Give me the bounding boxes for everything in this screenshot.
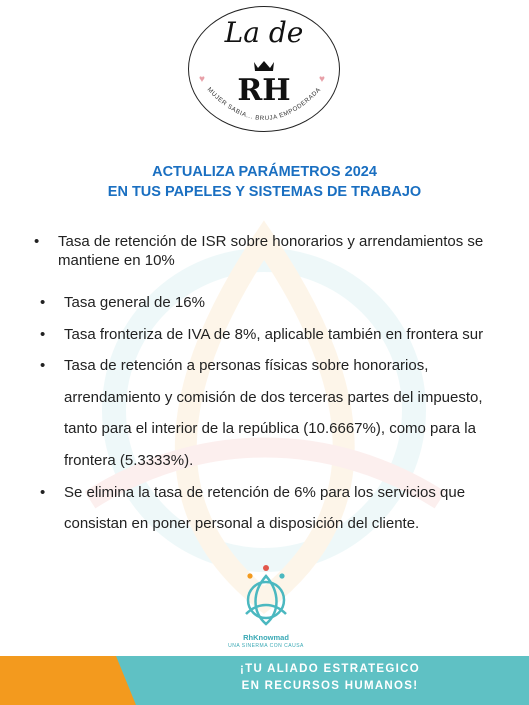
svg-text:MUJER SABIA... BRUJA EMPODERAD: MUJER SABIA... BRUJA EMPODERADA	[205, 86, 323, 123]
footer-line-1: ¡TU ALIADO ESTRATEGICO	[239, 663, 420, 675]
bullet-marker: •	[40, 483, 46, 501]
list-item	[40, 350, 510, 476]
footer-line-2: EN RECURSOS HUMANOS!	[241, 680, 419, 692]
list-item	[40, 319, 510, 351]
bullet-marker: •	[40, 357, 46, 375]
page-title	[0, 162, 529, 202]
list-item-text: Tasa general de 16%	[64, 294, 205, 311]
list-item-text: Se elimina la tasa de retención de 6% para los servicios que consistan en poner personal a disposición del cliente.	[64, 483, 466, 533]
brand-tagline: UNA SINERMA CON CAUSA	[228, 643, 304, 649]
list-item	[40, 477, 510, 540]
logo-ring-text	[188, 6, 340, 132]
logo-script-text: La de	[224, 16, 304, 49]
list-item-text: Tasa de retención a personas físicas sobre honorarios, arrendamiento y comisión de dos terceras partes del impuesto, tanto para el interior de la república (10.6667%), como para la frontera (5.3333%).	[64, 357, 483, 469]
brand-name: RhKnowmad	[243, 633, 289, 642]
bullet-list-top	[34, 232, 504, 270]
la-de-rh-logo	[188, 6, 340, 132]
title-line-1: ACTUALIZA PARÁMETROS 2024	[152, 164, 377, 180]
list-item-text: Tasa fronteriza de IVA de 8%, aplicable también en frontera sur	[64, 325, 484, 343]
bullet-marker: •	[40, 325, 46, 343]
heart-icon: ♥	[319, 74, 325, 85]
footer-slogan	[200, 661, 460, 695]
list-item	[34, 232, 504, 270]
list-item-text: Tasa de retención de ISR sobre honorarios y arrendamientos se mantiene en 10%	[58, 233, 484, 269]
list-item	[40, 287, 510, 319]
title-line-2: EN TUS PAPELES Y SISTEMAS DE TRABAJO	[107, 184, 422, 200]
bullet-marker: •	[34, 233, 40, 250]
heart-icon: ♥	[199, 74, 205, 85]
bullet-list	[40, 287, 510, 540]
logo-monogram: RH	[237, 73, 291, 104]
bullet-marker: •	[40, 294, 46, 311]
